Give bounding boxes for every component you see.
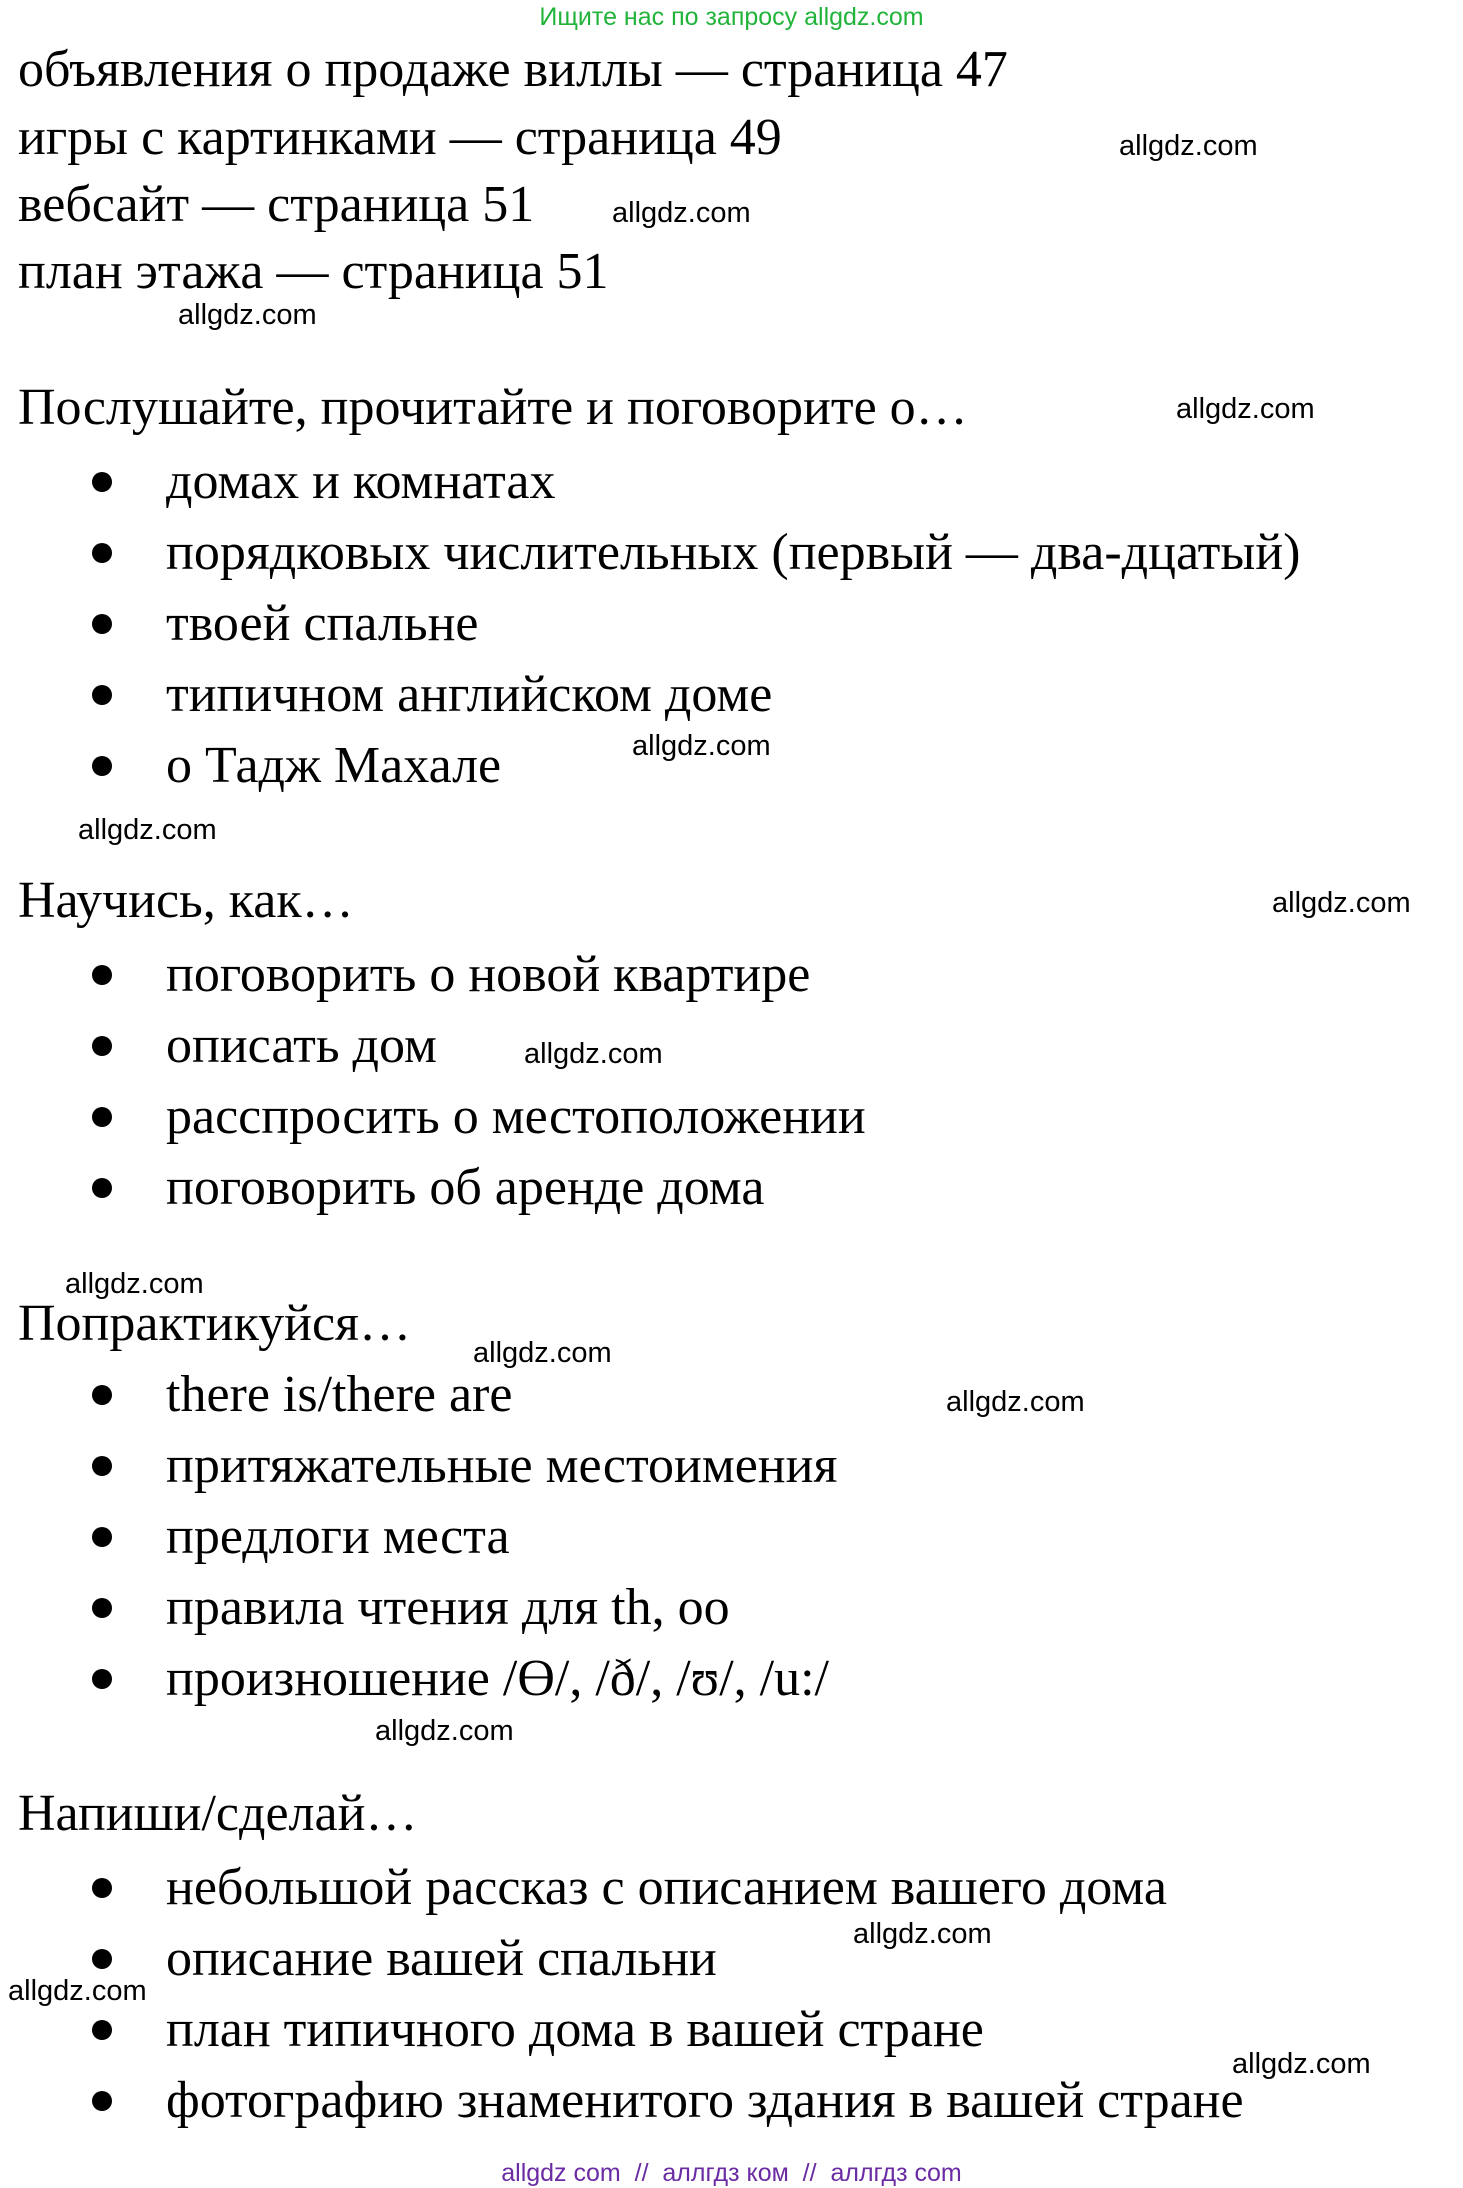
list-item-text: притяжательные местоимения xyxy=(166,1437,838,1494)
bullet-icon xyxy=(92,1107,112,1127)
watermark: allgdz.com xyxy=(78,814,217,846)
watermark: allgdz.com xyxy=(946,1386,1085,1418)
list-item-text: домах и комнатах xyxy=(166,453,556,510)
list-item xyxy=(92,1013,437,1079)
list-item-text: фотографию знаменитого здания в вашей стране xyxy=(166,2072,1244,2129)
section-heading: Научись, как… xyxy=(18,872,354,929)
list-item-text: типичном английском доме xyxy=(166,666,773,723)
bullet-icon xyxy=(92,1036,112,1056)
list-item xyxy=(92,1646,829,1712)
list-item xyxy=(92,1504,510,1570)
page-link-line: игры с картинками — страница 49 xyxy=(18,109,782,166)
footer-watermark: allgdz com // аллгдз ком // аллгдз com xyxy=(501,2159,962,2187)
list-item-text: поговорить об аренде дома xyxy=(166,1159,765,1216)
list-item-text: поговорить о новой квартире xyxy=(166,946,811,1003)
watermark: allgdz.com xyxy=(375,1715,514,1747)
list-item-text: расспросить о местоположении xyxy=(166,1088,866,1145)
bullet-icon xyxy=(92,1527,112,1547)
list-item xyxy=(92,1575,730,1641)
list-item-text: план типичного дома в вашей стране xyxy=(166,2001,984,2058)
bullet-icon xyxy=(92,1878,112,1898)
bullet-icon xyxy=(92,614,112,634)
page-link-line: объявления о продаже виллы — страница 47 xyxy=(18,41,1008,98)
bullet-icon xyxy=(92,1598,112,1618)
list-item-text: there is/there are xyxy=(166,1366,513,1423)
header-search-hint: Ищите нас по запросу allgdz.com xyxy=(539,3,924,31)
list-item xyxy=(92,1926,717,1992)
watermark: allgdz.com xyxy=(1176,393,1315,425)
bullet-icon xyxy=(92,1385,112,1405)
list-item xyxy=(92,1084,866,1150)
watermark: allgdz.com xyxy=(1232,2048,1371,2080)
bullet-icon xyxy=(92,2020,112,2040)
list-item-text: порядковых числительных (первый — два-дцатый) xyxy=(166,524,1301,581)
bullet-icon xyxy=(92,1949,112,1969)
watermark: allgdz.com xyxy=(612,197,751,229)
section-heading: Послушайте, прочитайте и поговорите о… xyxy=(18,379,968,436)
list-item xyxy=(92,449,555,515)
list-item xyxy=(92,1997,984,2063)
bullet-icon xyxy=(92,2091,112,2111)
list-item-text: твоей спальне xyxy=(166,595,479,652)
bullet-icon xyxy=(92,756,112,776)
bullet-icon xyxy=(92,1456,112,1476)
list-item-text: о Тадж Махале xyxy=(166,737,502,794)
watermark: allgdz.com xyxy=(8,1975,147,2007)
list-item-text: описание вашей спальни xyxy=(166,1930,717,1987)
list-item-text: описать дом xyxy=(166,1017,437,1074)
watermark: allgdz.com xyxy=(1272,887,1411,919)
list-item-text: предлоги места xyxy=(166,1508,510,1565)
list-item-text: небольшой рассказ с описанием вашего дома xyxy=(166,1859,1167,1916)
list-item xyxy=(92,520,1300,586)
watermark: allgdz.com xyxy=(473,1337,612,1369)
bullet-icon xyxy=(92,1178,112,1198)
list-item xyxy=(92,1433,837,1499)
bullet-icon xyxy=(92,543,112,563)
bullet-icon xyxy=(92,685,112,705)
bullet-icon xyxy=(92,472,112,492)
list-item xyxy=(92,1155,764,1221)
list-item xyxy=(92,662,772,728)
page-link-line: вебсайт — страница 51 xyxy=(18,176,535,233)
page-link-line: план этажа — страница 51 xyxy=(18,243,609,300)
bullet-icon xyxy=(92,965,112,985)
section-heading: Напиши/сделай… xyxy=(18,1785,418,1842)
watermark: allgdz.com xyxy=(65,1268,204,1300)
list-item xyxy=(92,733,501,799)
watermark: allgdz.com xyxy=(178,299,317,331)
watermark: allgdz.com xyxy=(853,1918,992,1950)
list-item xyxy=(92,942,810,1008)
list-item xyxy=(92,2068,1244,2134)
watermark: allgdz.com xyxy=(1119,130,1258,162)
list-item xyxy=(92,591,478,657)
list-item xyxy=(92,1362,512,1428)
list-item xyxy=(92,1855,1167,1921)
watermark: allgdz.com xyxy=(524,1038,663,1070)
watermark: allgdz.com xyxy=(632,730,771,762)
list-item-text: правила чтения для th, oo xyxy=(166,1579,730,1636)
section-heading: Попрактикуйся… xyxy=(18,1295,411,1352)
list-item-text: произношение /Ɵ/, /ð/, /ʊ/, /u:/ xyxy=(166,1650,829,1707)
bullet-icon xyxy=(92,1669,112,1689)
